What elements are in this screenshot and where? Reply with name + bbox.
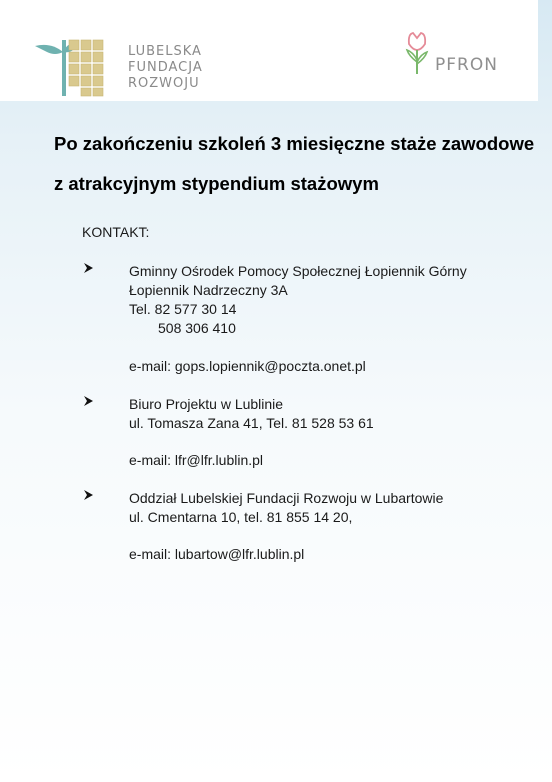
entry-email[interactable]: e-mail: gops.lopiennik@poczta.onet.pl (129, 358, 366, 374)
contact-heading: KONTAKT: (82, 224, 150, 240)
entry-name: Biuro Projektu w Lublinie (129, 396, 284, 412)
arrow-bullet-icon (82, 395, 94, 407)
lfr-name-line3: ROZWOJU (128, 76, 200, 91)
header-banner (0, 0, 538, 101)
arrow-bullet-icon (82, 262, 94, 274)
entry-address: ul. Cmentarna 10, tel. 81 855 14 20, (129, 509, 353, 525)
lfr-name (128, 44, 203, 92)
entry-address: ul. Tomasza Zana 41, Tel. 81 528 53 61 (129, 415, 374, 431)
pfron-tulip-icon (403, 30, 431, 76)
entry-name: Oddział Lubelskiej Fundacji Rozwoju w Lubartowie (129, 490, 444, 506)
lfr-name-line1: LUBELSKA (128, 44, 202, 59)
lfr-name-line2: FUNDACJA (128, 60, 203, 75)
title-line-1: Po zakończeniu szkoleń 3 miesięczne staże zawodowe (54, 133, 535, 154)
arrow-bullet-icon (82, 489, 94, 501)
lfr-logo-icon (33, 36, 115, 98)
pfron-name: PFRON (435, 55, 498, 75)
page-title (54, 124, 544, 204)
entry-phone-2: 508 306 410 (158, 320, 236, 336)
entry-email[interactable]: e-mail: lubartow@lfr.lublin.pl (129, 546, 305, 562)
entry-phone: Tel. 82 577 30 14 (129, 301, 237, 317)
title-line-2: z atrakcyjnym stypendium stażowym (54, 173, 379, 194)
entry-address: Łopiennik Nadrzeczny 3A (129, 282, 288, 298)
entry-email[interactable]: e-mail: lfr@lfr.lublin.pl (129, 452, 264, 468)
entry-name: Gminny Ośrodek Pomocy Społecznej Łopiennik Górny (129, 263, 467, 279)
